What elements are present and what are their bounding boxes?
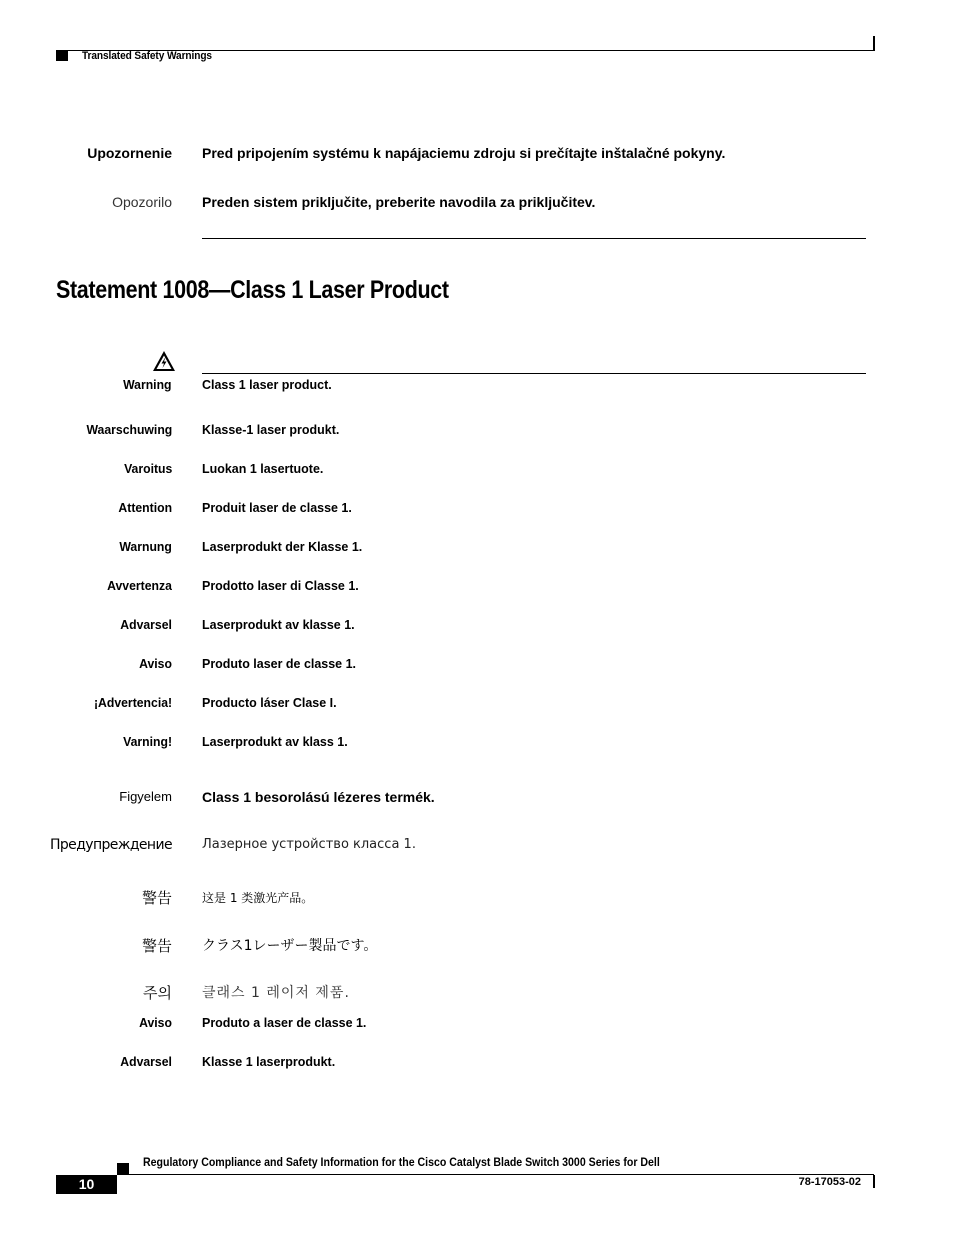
warning-row-french: [0, 500, 954, 522]
warning-row-chinese: [0, 887, 954, 909]
warning-label: 주의: [143, 984, 172, 1002]
warning-row-hungarian: [0, 789, 954, 811]
warning-label: Waarschuwing: [86, 422, 172, 437]
warning-text: Pred pripojením systému k napájaciemu zdroju si prečítajte inštalačné pokyny.: [202, 145, 726, 161]
warning-row-russian: [0, 837, 954, 859]
warning-row-swedish: [0, 734, 954, 756]
warning-label: 警告: [141, 937, 172, 955]
warning-text: Produto a laser de classe 1.: [202, 1015, 367, 1030]
statement-rule: [202, 373, 866, 374]
warning-label: Warning: [123, 377, 172, 392]
warning-label: Предупреждение: [49, 837, 172, 853]
warning-row-danish: [0, 1054, 954, 1076]
warning-label: Varoitus: [123, 461, 172, 476]
warning-row-korean: [0, 982, 954, 1004]
header-section-title: Translated Safety Warnings: [82, 50, 212, 62]
section-end-rule: [202, 238, 866, 239]
warning-label: Attention: [118, 500, 172, 515]
footer-marker: [117, 1163, 129, 1174]
warning-row-portuguese-brazil: [0, 1015, 954, 1037]
warning-text: Klasse-1 laser produkt.: [202, 422, 340, 437]
warning-row-spanish: [0, 695, 954, 717]
warning-text: Class 1 laser product.: [202, 377, 332, 392]
header-tick: [873, 36, 875, 51]
warning-text: クラス1レーザー製品です。: [202, 938, 378, 954]
warning-text: Produto laser de classe 1.: [202, 656, 356, 671]
warning-text: Preden sistem priključite, preberite navodila za priključitev.: [202, 194, 596, 210]
warning-text: Лазерное устройство класса 1.: [202, 837, 416, 852]
footer-tick: [873, 1175, 875, 1188]
warning-label: Aviso: [139, 1015, 172, 1030]
warning-row-english: [0, 377, 954, 399]
warning-label: Varning!: [123, 734, 172, 749]
warning-row-japanese: [0, 935, 954, 957]
footer-rule: [117, 1174, 874, 1175]
warning-label: Figyelem: [119, 789, 172, 804]
document-number: 78-17053-02: [798, 1176, 861, 1188]
warning-row-finnish: [0, 461, 954, 483]
warning-text: Luokan 1 lasertuote.: [202, 461, 324, 476]
warning-row-portuguese: [0, 656, 954, 678]
statement-title: Statement 1008—Class 1 Laser Product: [56, 276, 449, 304]
warning-text: Class 1 besorolású lézeres termék.: [202, 789, 435, 805]
warning-label: Advarsel: [120, 1054, 172, 1069]
warning-row-german: [0, 539, 954, 561]
warning-row-slovak: [0, 145, 954, 167]
warning-text: Laserprodukt der Klasse 1.: [202, 539, 363, 554]
warning-text: Producto láser Clase I.: [202, 695, 337, 710]
warning-label: Opozorilo: [112, 194, 172, 210]
warning-text: Produit laser de classe 1.: [202, 500, 352, 515]
warning-text: Prodotto laser di Classe 1.: [202, 578, 359, 593]
warning-text: 这是 1 类激光产品。: [202, 891, 314, 905]
warning-label: Advarsel: [120, 617, 172, 632]
warning-row-norwegian: [0, 617, 954, 639]
warning-row-dutch: [0, 422, 954, 444]
footer-document-title: Regulatory Compliance and Safety Information for the Cisco Catalyst Blade Switch 3000 Series for Dell: [143, 1157, 660, 1169]
warning-text: Klasse 1 laserprodukt.: [202, 1054, 336, 1069]
warning-text: Laserprodukt av klasse 1.: [202, 617, 355, 632]
warning-label: Aviso: [139, 656, 172, 671]
warning-text: Laserprodukt av klass 1.: [202, 734, 348, 749]
warning-row-slovenian: [0, 194, 954, 216]
warning-label: 警告: [141, 889, 172, 907]
warning-label: Avvertenza: [107, 578, 172, 593]
page-number: 10: [56, 1175, 117, 1194]
header-marker: [56, 51, 68, 61]
warning-label: Warnung: [119, 539, 172, 554]
warning-label: Upozornenie: [87, 145, 172, 161]
warning-label: ¡Advertencia!: [93, 695, 172, 710]
warning-text: 클래스 1 레이저 제품.: [202, 985, 350, 1001]
warning-row-italian: [0, 578, 954, 600]
warning-triangle-icon: [152, 350, 176, 372]
